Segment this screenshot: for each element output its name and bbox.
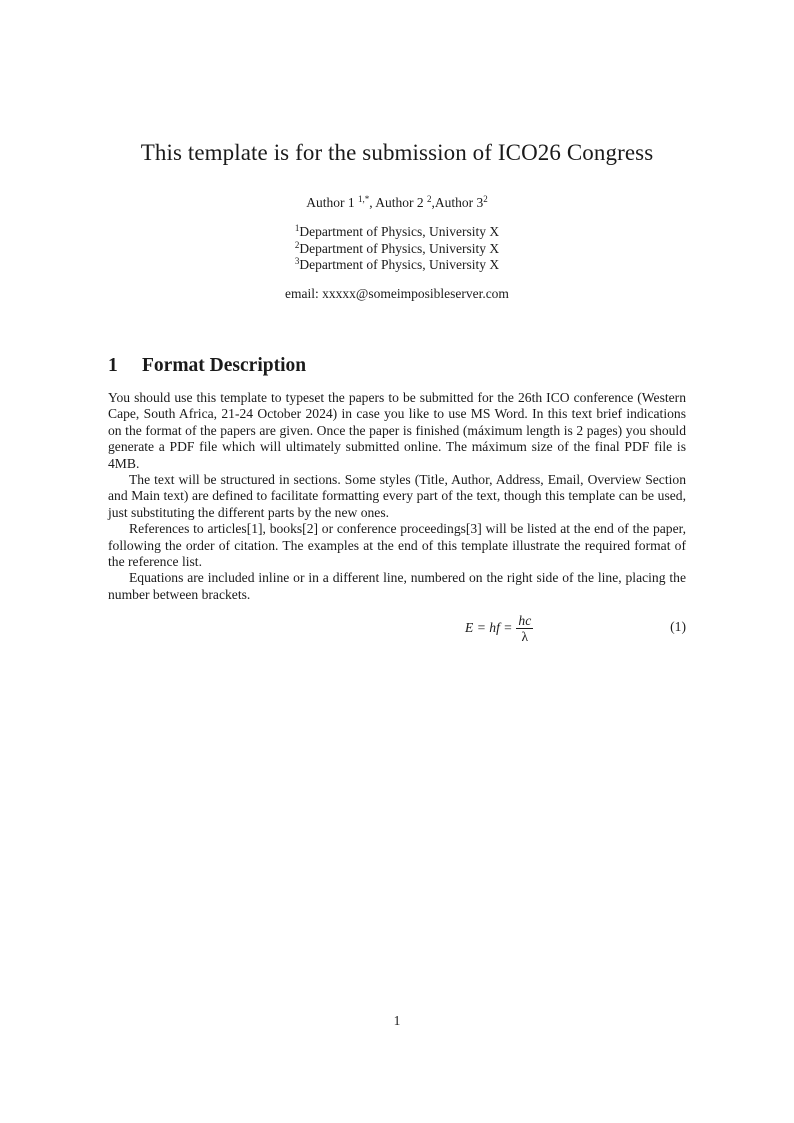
author-list: Author 1 $^{1,*}$, Author 2 $^2$,Author $3^2$ — [306, 194, 488, 210]
equation-lhs: E = hf = — [465, 620, 513, 635]
author-name: Author 1 — [306, 195, 355, 210]
section-title: Format Description — [142, 355, 307, 376]
affiliation-list — [0, 224, 794, 274]
section-heading — [108, 355, 306, 377]
equation-fraction — [516, 613, 533, 644]
paragraph: The text will be structured in sections. Some styles (Title, Author, Address, Email, Overview Section and Main text) are defined to facilitate formatting every part of the text, though this template can be used, just substituting the different parts by the new ones. — [108, 472, 686, 520]
contact-email: email: xxxxx@someimposibleserver.com — [285, 286, 509, 301]
author-name: Author 2 — [375, 195, 424, 210]
affiliation: $^3$Department of Physics, University X — [294, 256, 500, 272]
author-name: Author 3 — [434, 195, 484, 210]
paper-title: This template is for the submission of ICO26 Congress — [140, 140, 654, 165]
author-affiliation-mark: 2 — [427, 194, 432, 204]
fraction-numerator: hc — [518, 612, 532, 628]
equation-number: (1) — [670, 619, 686, 634]
display-equation — [108, 608, 686, 648]
author-affiliation-mark: 2 — [483, 194, 488, 204]
fraction-denominator: λ — [521, 628, 529, 644]
section-number: 1 — [108, 355, 118, 376]
paragraph: Equations are included inline or in a different line, numbered on the right side of the line, placing the number between brackets. — [108, 570, 686, 602]
section-body — [108, 390, 686, 603]
page-number: 1 — [393, 1013, 401, 1028]
affiliation: $^2$Department of Physics, University X — [294, 239, 500, 256]
paragraph: References to articles[1], books[2] or conference proceedings[3] will be listed at the end of the paper, following the order of citation. The examples at the end of this template illustrate the required format of the reference list. — [108, 521, 686, 570]
affiliation: $^1$Department of Physics, University X — [294, 223, 500, 239]
paragraph: You should use this template to typeset the papers to be submitted for the 26th ICO conference (Western Cape, South Africa, 21-24 October 2024) in case you like to use MS Word. In this text brief indications on the format of the papers are given. Once the paper is finished (máximum length is 2 pages) you should generate a PDF file which will ultimately submitted online. The máximum size of the final PDF file is 4MB. — [108, 390, 686, 471]
author-affiliation-mark: 1,* — [357, 194, 370, 204]
equation-expression — [465, 608, 533, 648]
